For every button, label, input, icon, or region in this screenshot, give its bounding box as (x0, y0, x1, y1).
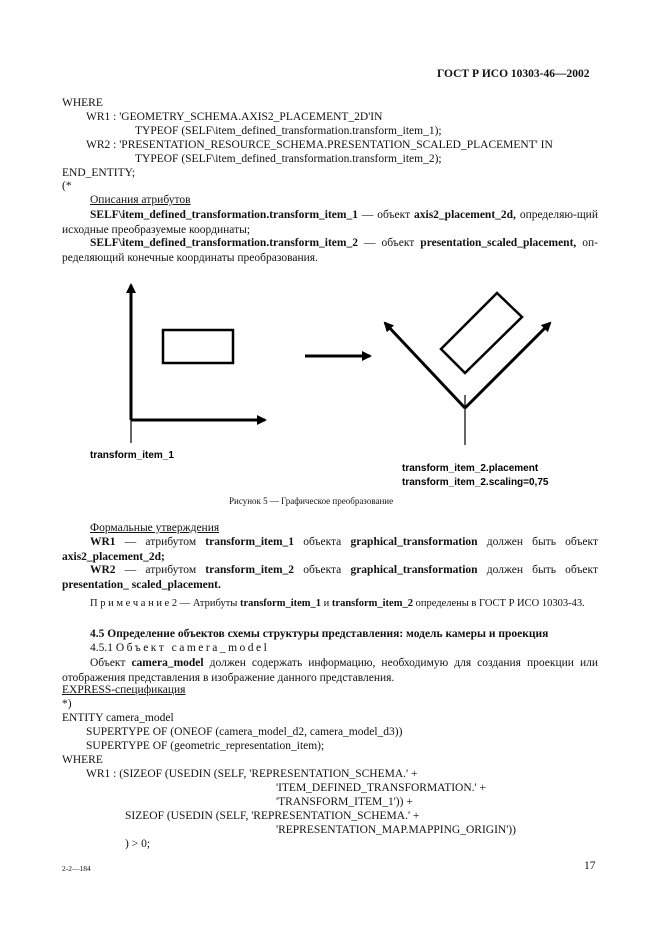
target-axis-right (465, 323, 550, 408)
figure-caption: Рисунок 5 — Графическое преобразование (229, 496, 394, 506)
express-supertype-1: SUPERTYPE OF (ONEOF (camera_model_d2, camera_model_d3)) (86, 726, 403, 738)
subsection-title: 4.5.1 Объект camera_model (90, 642, 270, 654)
label-transform-item-1: transform_item_1 (90, 450, 174, 461)
label-transform-item-2-scaling: transform_item_2.scaling=0,75 (402, 477, 549, 488)
express-supertype-2: SUPERTYPE OF (geometric_representation_item); (86, 740, 325, 752)
target-rotated-rectangle (441, 293, 522, 373)
express-comment-open: (* (62, 180, 72, 192)
attribute-item1: SELF\item_defined_transformation.transform_item_1 — объект axis2_placement_2d, определяю-щий исходные преобразуемые координаты; (62, 209, 598, 236)
express-where-2: WHERE (62, 754, 103, 766)
attribute-item1-type: axis2_placement_2d, (414, 209, 516, 221)
express-wr1-d: SIZEOF (USEDIN (SELF, 'REPRESENTATION_SCHEMA.' + (125, 810, 420, 822)
express-wr2-line2: TYPEOF (SELF\item_defined_transformation.transform_item_2); (135, 153, 442, 165)
attribute-item2-code: SELF\item_defined_transformation.transform_item_2 (90, 237, 358, 249)
section-title: 4.5 Определение объектов схемы структуры представления: модель камеры и проекция (90, 628, 549, 640)
attribute-item2-type: presentation_scaled_placement, (420, 237, 577, 249)
attributes-heading: Описания атрибутов (90, 194, 191, 206)
page-number: 17 (584, 860, 596, 872)
attribute-item2: SELF\item_defined_transformation.transform_item_2 — объект presentation_scaled_placement, оп-ределяющий конечные координаты преобразования. (62, 237, 599, 264)
express-entity: ENTITY camera_model (62, 712, 174, 724)
section-body: Объект camera_model должен содержать информацию, необходимую для создания проекции или отображения представления в изображение данного представления. (62, 657, 598, 684)
express-wr1-line2: TYPEOF (SELF\item_defined_transformation.transform_item_1); (135, 125, 442, 137)
transformation-figure (0, 265, 661, 495)
label-transform-item-2-placement: transform_item_2.placement (402, 463, 539, 474)
formal-heading: Формальные утверждения (90, 522, 220, 534)
note-2: П р и м е ч а н и е 2 — Атрибуты transform_item_1 и transform_item_2 определены в ГОСТ Р ИСО 10303-43. (90, 598, 585, 609)
formal-wr1: WR1 — атрибутом transform_item_1 объекта graphical_transformation должен быть объект axis2_placement_2d; (62, 536, 598, 563)
express-wr2-line1: WR2 : 'PRESENTATION_RESOURCE_SCHEMA.PRESENTATION_SCALED_PLACEMENT' IN (86, 139, 553, 151)
express-wr1-f: ) > 0; (125, 838, 151, 850)
source-rectangle (163, 330, 233, 363)
express-where: WHERE (62, 97, 103, 109)
express-wr1-b: 'ITEM_DEFINED_TRANSFORMATION.' + (276, 782, 486, 794)
express-wr1-line1: WR1 : 'GEOMETRY_SCHEMA.AXIS2_PLACEMENT_2D'IN (86, 111, 383, 123)
document-header: ГОСТ Р ИСО 10303-46—2002 (437, 68, 590, 80)
formal-wr2: WR2 — атрибутом transform_item_2 объекта graphical_transformation должен быть объект presentation_ scaled_placement. (62, 564, 598, 591)
express-wr1-c: 'TRANSFORM_ITEM_1')) + (276, 796, 413, 808)
attribute-item1-code: SELF\item_defined_transformation.transform_item_1 (90, 209, 358, 221)
express-wr1-e: 'REPRESENTATION_MAP.MAPPING_ORIGIN')) (276, 824, 516, 836)
express-end-entity: END_ENTITY; (62, 167, 136, 179)
express-spec-label: EXPRESS-спецификация (62, 684, 186, 696)
print-code: 2-2—184 (62, 864, 91, 873)
express-wr1-a: WR1 : (SIZEOF (USEDIN (SELF, 'REPRESENTATION_SCHEMA.' + (86, 768, 418, 780)
express-comment-close: *) (62, 698, 72, 710)
